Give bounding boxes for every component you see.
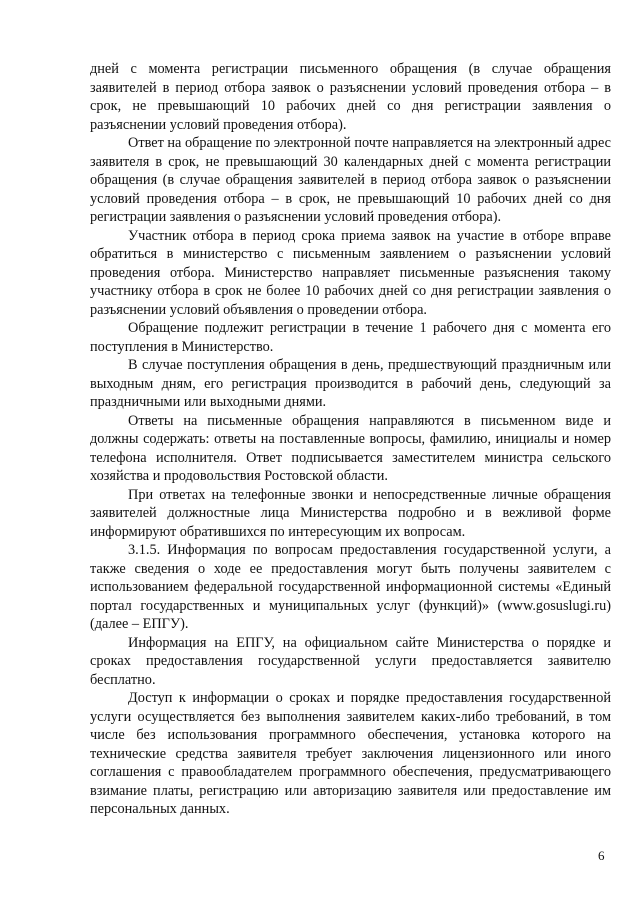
page-number: 6 xyxy=(598,848,605,863)
paragraph: Ответы на письменные обращения направляются в письменном виде и должны содержать: ответы на поставленные вопросы, фамилию, инициалы и номер телефона исполнителя. Ответ подписывается заместителем министра сельского хозяйства и продовольствия Ростовской области. xyxy=(90,412,611,484)
paragraph: Участник отбора в период срока приема заявок на участие в отборе вправе обратиться в министерство с письменным заявлением о разъяснении условий проведения отбора. Министерство направляет письменные разъяснения такому участнику отбора в срок не более 10 рабочих дней со дня регистрации заявления о разъяснении условий объявления о проведении отбора. xyxy=(90,227,611,318)
paragraph: Ответ на обращение по электронной почте направляется на электронный адрес заявителя в срок, не превышающий 30 календарных дней с момента регистрации обращения (в случае обращения заявителей в период отбора заявок о разъяснении условий проведения отбора – в срок, не превышающий 10 рабочих дней со дня регистрации заявления о разъяснении условий проведения отбора). xyxy=(90,135,611,225)
paragraph: Доступ к информации о сроках и порядке предоставления государственной услуги осуществляется без выполнения заявителем каких-либо требований, в том числе без использования программного обеспечения, установка которого на технические средства заявителя требует заключения лицензионного или иного соглашения с правообладателем программного обеспечения, предусматривающего взимание платы, регистрацию или авторизацию заявителя или предоставление им персональных данных. xyxy=(90,690,611,817)
paragraph: 3.1.5. Информация по вопросам предоставления государственной услуги, а также сведения о ходе ее предоставления могут быть получены заявителем с использованием федеральной государственной информационной системы «Единый портал государственных и муниципальных услуг (функций)» (www.gosuslugi.ru) (далее – ЕПГУ). xyxy=(90,542,611,632)
paragraph: Информация на ЕПГУ, на официальном сайте Министерства о порядке и сроках предоставления государственной услуги предоставляется заявителю бесплатно. xyxy=(90,634,611,688)
paragraph: дней с момента регистрации письменного обращения (в случае обращения заявителей в период отбора заявок о разъяснении условий проведения отбора – в срок, не превышающий 10 рабочих дней со дня регистрации заявления о разъяснении условий проведения отбора). xyxy=(90,61,611,133)
paragraph: При ответах на телефонные звонки и непосредственные личные обращения заявителей должностные лица Министерства подробно и в вежливой форме информируют обратившихся по интересующим их вопросам. xyxy=(90,486,611,540)
paragraph: В случае поступления обращения в день, предшествующий праздничным или выходным дням, его регистрация производится в рабочий день, следующий за праздничными или выходными днями. xyxy=(90,357,611,410)
body-text xyxy=(90,60,611,819)
paragraph: Обращение подлежит регистрации в течение 1 рабочего дня с момента его поступления в Министерство. xyxy=(90,320,611,355)
